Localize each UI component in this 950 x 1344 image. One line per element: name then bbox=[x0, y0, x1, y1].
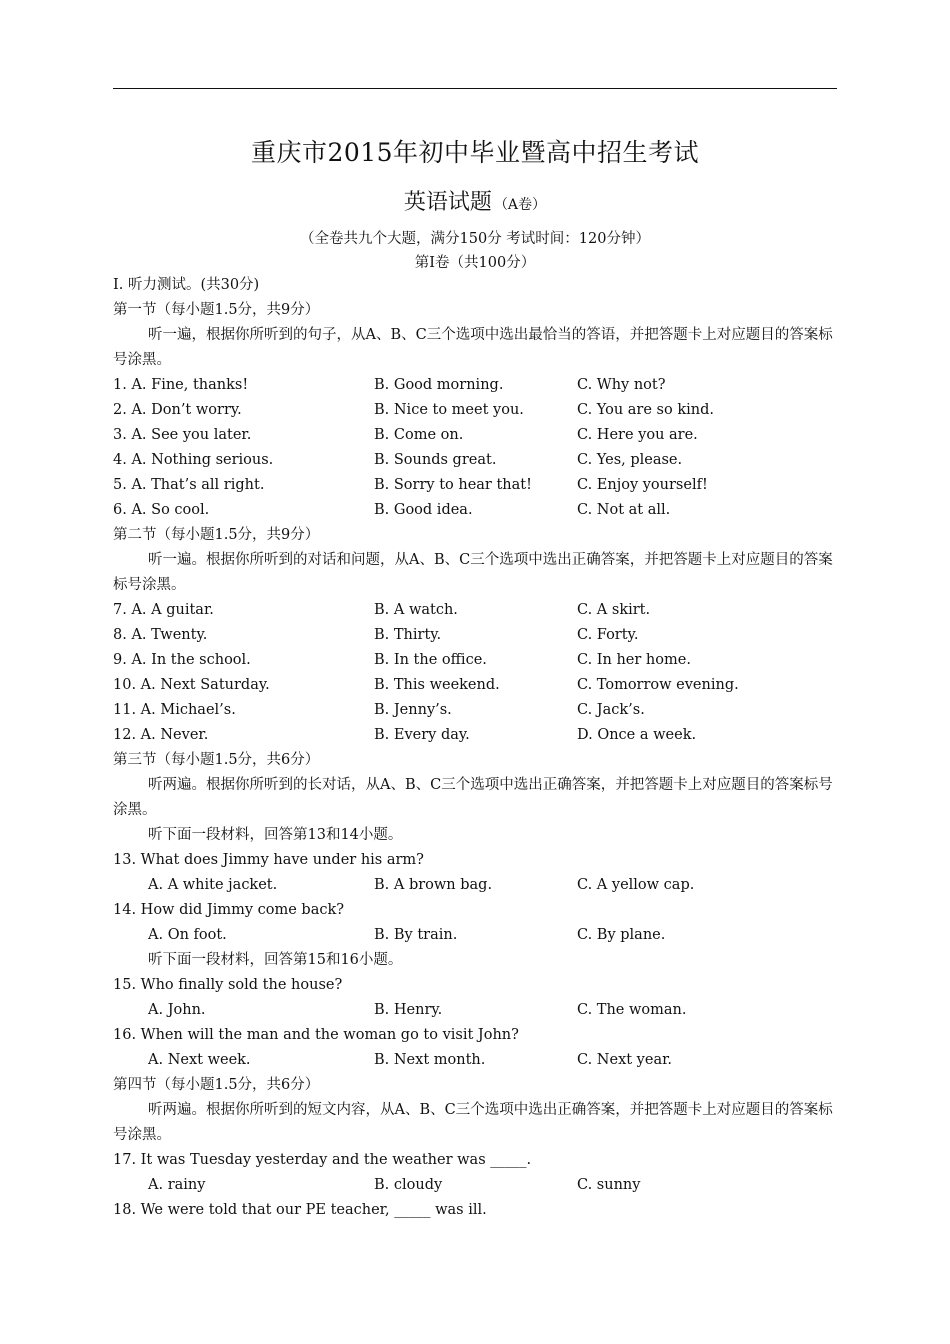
option-c: C. A yellow cap. bbox=[577, 877, 695, 893]
option-c: C. Why not? bbox=[577, 377, 666, 393]
question-row bbox=[113, 498, 837, 523]
s3-note-2: 听下面一段材料，回答第15和16小题。 bbox=[148, 952, 403, 968]
question-row bbox=[113, 873, 837, 898]
question-14: 14. How did Jimmy come back? bbox=[113, 902, 345, 918]
s4-heading: 第四节（每小题1.5分，共6分） bbox=[113, 1077, 320, 1093]
question-16: 16. When will the man and the woman go to visit John? bbox=[113, 1027, 519, 1043]
question-row bbox=[113, 998, 837, 1023]
question-row bbox=[113, 1173, 837, 1198]
option-a: 2. A. Don’t worry. bbox=[113, 402, 242, 418]
option-c: C. Forty. bbox=[577, 627, 639, 643]
option-a: 8. A. Twenty. bbox=[113, 627, 208, 643]
s3-instruction: 听两遍。根据你所听到的长对话，从A、B、C三个选项中选出正确答案，并把答题卡上对应题目的答案标号涂黑。 bbox=[113, 777, 833, 818]
s4-instruction: 听两遍。根据你所听到的短文内容，从A、B、C三个选项中选出正确答案，并把答题卡上对应题目的答案标号涂黑。 bbox=[113, 1102, 833, 1143]
question-row bbox=[113, 723, 837, 748]
question-row bbox=[113, 1048, 837, 1073]
question-row bbox=[113, 473, 837, 498]
option-b: B. Good idea. bbox=[374, 502, 473, 518]
option-b: B. In the office. bbox=[374, 652, 487, 668]
question-row bbox=[113, 648, 837, 673]
exam-info: （全卷共九个大题，满分150分 考试时间：120分钟） bbox=[300, 231, 650, 247]
option-b: B. Come on. bbox=[374, 427, 464, 443]
option-b: B. Sounds great. bbox=[374, 452, 497, 468]
option-b: B. This weekend. bbox=[374, 677, 500, 693]
option-a: 6. A. So cool. bbox=[113, 502, 210, 518]
option-b: B. A brown bag. bbox=[374, 877, 493, 893]
question-row bbox=[113, 598, 837, 623]
option-b: B. Jenny’s. bbox=[374, 702, 452, 718]
exam-title: 重庆市2015年初中毕业暨高中招生考试 bbox=[250, 138, 700, 167]
volume-label: （A卷） bbox=[493, 197, 547, 213]
exam-subtitle bbox=[0, 185, 950, 216]
option-c: C. A skirt. bbox=[577, 602, 651, 618]
section-heading: I. 听力测试。(共30分) bbox=[113, 277, 260, 293]
option-a: 3. A. See you later. bbox=[113, 427, 252, 443]
option-b: B. Next month. bbox=[374, 1052, 486, 1068]
subtitle-text: 英语试题 bbox=[403, 190, 492, 215]
option-b: B. Every day. bbox=[374, 727, 470, 743]
option-b: B. Sorry to hear that! bbox=[374, 477, 532, 493]
option-c: C. Yes, please. bbox=[577, 452, 683, 468]
option-c: C. You are so kind. bbox=[577, 402, 714, 418]
option-b: B. Nice to meet you. bbox=[374, 402, 524, 418]
option-c: C. In her home. bbox=[577, 652, 691, 668]
option-a: 9. A. In the school. bbox=[113, 652, 251, 668]
header-rule bbox=[113, 88, 837, 89]
part-heading: 第I卷（共100分） bbox=[414, 255, 536, 271]
question-row bbox=[113, 698, 837, 723]
option-c: C. sunny bbox=[577, 1177, 641, 1193]
option-c: C. By plane. bbox=[577, 927, 666, 943]
option-c: C. Not at all. bbox=[577, 502, 671, 518]
option-a: 12. A. Never. bbox=[113, 727, 209, 743]
question-row bbox=[113, 673, 837, 698]
option-b: B. Thirty. bbox=[374, 627, 442, 643]
option-c: C. The woman. bbox=[577, 1002, 687, 1018]
option-a: 1. A. Fine, thanks! bbox=[113, 377, 249, 393]
option-c: C. Tomorrow evening. bbox=[577, 677, 739, 693]
option-c: C. Here you are. bbox=[577, 427, 698, 443]
s1-heading: 第一节（每小题1.5分，共9分） bbox=[113, 302, 320, 318]
option-a: A. rainy bbox=[148, 1177, 206, 1193]
question-row bbox=[113, 398, 837, 423]
option-a: A. A white jacket. bbox=[148, 877, 278, 893]
s2-instruction: 听一遍。根据你所听到的对话和问题，从A、B、C三个选项中选出正确答案，并把答题卡上对应题目的答案标号涂黑。 bbox=[113, 552, 833, 593]
question-row bbox=[113, 623, 837, 648]
option-a: 4. A. Nothing serious. bbox=[113, 452, 274, 468]
option-a: A. Next week. bbox=[148, 1052, 251, 1068]
option-a: 11. A. Michael’s. bbox=[113, 702, 236, 718]
question-row bbox=[113, 373, 837, 398]
question-17: 17. It was Tuesday yesterday and the weather was _____. bbox=[113, 1152, 532, 1168]
option-b: B. By train. bbox=[374, 927, 458, 943]
question-18: 18. We were told that our PE teacher, _____ was ill. bbox=[113, 1202, 487, 1218]
option-b: B. cloudy bbox=[374, 1177, 443, 1193]
option-a: 10. A. Next Saturday. bbox=[113, 677, 270, 693]
question-row bbox=[113, 423, 837, 448]
question-row bbox=[113, 448, 837, 473]
option-b: B. Good morning. bbox=[374, 377, 504, 393]
option-c: C. Next year. bbox=[577, 1052, 673, 1068]
option-a: A. John. bbox=[148, 1002, 206, 1018]
option-a: 5. A. That’s all right. bbox=[113, 477, 265, 493]
question-15: 15. Who finally sold the house? bbox=[113, 977, 343, 993]
question-row bbox=[113, 923, 837, 948]
option-c: C. Enjoy yourself! bbox=[577, 477, 708, 493]
option-d: D. Once a week. bbox=[577, 727, 697, 743]
option-b: B. Henry. bbox=[374, 1002, 443, 1018]
option-c: C. Jack’s. bbox=[577, 702, 645, 718]
s2-heading: 第二节（每小题1.5分，共9分） bbox=[113, 527, 320, 543]
exam-content bbox=[113, 273, 837, 1223]
question-13: 13. What does Jimmy have under his arm? bbox=[113, 852, 424, 868]
s3-note-1: 听下面一段材料，回答第13和14小题。 bbox=[148, 827, 403, 843]
option-a: A. On foot. bbox=[148, 927, 227, 943]
option-b: B. A watch. bbox=[374, 602, 458, 618]
option-a: 7. A. A guitar. bbox=[113, 602, 214, 618]
s3-heading: 第三节（每小题1.5分，共6分） bbox=[113, 752, 320, 768]
s1-instruction: 听一遍，根据你所听到的句子，从A、B、C三个选项中选出最恰当的答语，并把答题卡上对应题目的答案标号涂黑。 bbox=[113, 327, 833, 368]
